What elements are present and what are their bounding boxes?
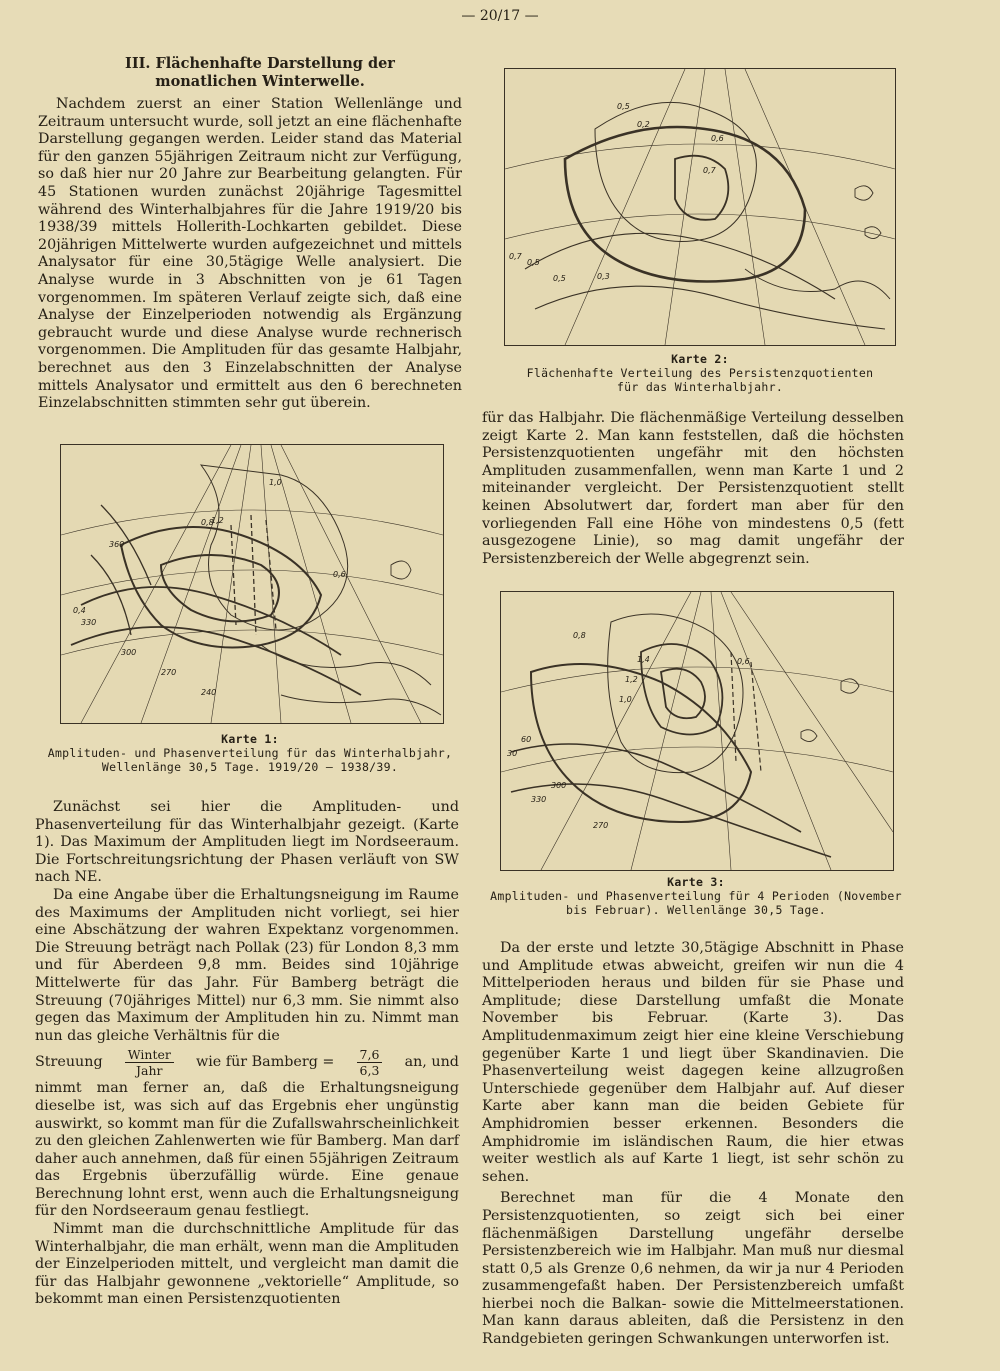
map1-label: 360 (109, 540, 125, 549)
map1-caption-line2: Wellenlänge 30,5 Tage. 1919/20 — 1938/39. (101, 760, 399, 774)
map1-label: 270 (161, 668, 177, 677)
map-karte-3-graphic (501, 592, 893, 870)
map1-label: 1,0 (269, 478, 282, 487)
map1-label: 330 (81, 618, 97, 627)
paragraph-streuung: Da eine Angabe über die Erhaltungsneigung im Raume des Maximums der Amplituden nicht vorliegt, sei hier eine Abschätzung der wahren Expektanz vorgenommen. Die Streuung beträgt nach Pollak (23) für London 8,3 mm und für Aberdeen 9,8 mm. Beides sind 10jährige Mittelwerte für das Jahr. Für Bamberg beträgt die Streuung (70jähriges Mittel) nur 6,3 mm. Sie nimmt also gegen das Maximum der Amplituden hin zu. Nimmt man nun das gleiche Verhältnis für die (35, 886, 459, 1044)
formula-word2: wie für Bamberg = (195, 1054, 335, 1071)
map-karte-1-graphic (61, 445, 443, 723)
paragraph-erhaltung: nimmt man ferner an, daß die Erhaltungsneigung dieselbe ist, was sich auf das Ergebnis eher ungünstig auswirkt, so kommt man für die Zufallswahrscheinlichkeit zu den gleichen Zahlenwerten wie für Bamberg. Man darf daher auch annehmen, daß für einen 55jährigen Zeitraum das Ergebnis überzufällig würde. Eine genaue Berechnung lohnt erst, wenn auch die Erhaltungsneigung für den Nordseeraum genau festliegt. (35, 1080, 459, 1220)
map3-caption-title: Karte 3: (667, 875, 725, 889)
formula-frac1-numerator: Winter (125, 1047, 174, 1063)
map2-label: 0,5 (553, 274, 566, 283)
right-column-mid (482, 410, 904, 568)
map1-caption-title: Karte 1: (221, 732, 279, 746)
map-karte-2 (504, 68, 896, 346)
map2-label: 0,5 (527, 258, 540, 267)
map3-label: 1,0 (619, 695, 632, 704)
section-heading-line2: monatlichen Winterwelle. (155, 73, 365, 90)
formula-fraction-winter-jahr (125, 1047, 174, 1078)
map1-label: 240 (201, 688, 217, 697)
paragraph-intro: Nachdem zuerst an einer Station Wellenlänge und Zeitraum untersucht wurde, soll jetzt an eine flächenhafte Darstellung gegangen werden. Leider stand das Material für den ganzen 55jährigen Zeitraum nicht zur Verfügung, so daß hier nur 20 Jahre zur Bearbeitung gelangten. Für 45 Stationen wurden zunächst 20jährige Tagesmittel während des Winterhalbjahres für die Jahre 1919/20 bis 1938/39 mittels Hollerith-Lochkarten gebildet. Diese 20jährigen Mittelwerte wurden aufgezeichnet und mittels Analysator für eine 30,5tägige Welle analysiert. Die Analyse wurde in 3 Abschnitten von je 61 Tagen vorgenommen. Im späteren Verlauf zeigte sich, daß eine Analyse der Einzelperioden notwendig als Ergänzung gebraucht wurde und diese Analyse wurde rechnerisch vorgenommen. Die Amplituden für das gesamte Halbjahr, berechnet aus den 3 Einzelabschnitten der Analyse mittels Analysator und ermittelt aus den 6 berechneten Einzelabschnitten stimmten sehr gut überein. (38, 96, 462, 412)
paragraph-karte2: für das Halbjahr. Die flächenmäßige Verteilung desselben zeigt Karte 2. Man kann feststellen, daß die höchsten Persistenzquotienten ungefähr mit den höchsten Amplituden zusammenfallen, wenn man Karte 1 und 2 miteinander vergleicht. Der Persistenzquotient stellt keinen Absolutwert dar, fordert man aber für den vorliegenden Fall eine Höhe von mindestens 0,5 (fett ausgezogene Linie), so mag damit ungefähr der Persistenzbereich der Welle abgegrenzt sein. (482, 410, 904, 567)
map2-label: 0,5 (617, 102, 630, 111)
map1-label: 0,4 (73, 606, 86, 615)
right-column-bottom (482, 940, 904, 1349)
map3-label: 330 (531, 795, 547, 804)
map3-caption-line2: bis Februar). Wellenlänge 30,5 Tage. (565, 903, 827, 917)
map2-caption-title: Karte 2: (671, 352, 729, 366)
map1-caption-line1: Amplituden- und Phasenverteilung für das Winterhalbjahr, (47, 746, 453, 760)
map3-label: 0,6 (737, 657, 750, 666)
map2-caption-line2: für das Winterhalbjahr. (616, 380, 784, 394)
formula-word1: Streuung (35, 1054, 103, 1071)
map-karte-3-caption (484, 875, 908, 917)
section-heading (60, 55, 460, 91)
section-heading-line1: III. Flächenhafte Darstellung der (125, 55, 395, 72)
formula-word3: an, und (404, 1054, 459, 1071)
map3-label: 0,8 (573, 631, 586, 640)
map-karte-2-graphic (505, 69, 895, 345)
map3-label: 1,2 (625, 675, 638, 684)
paragraph-karte3: Da der erste und letzte 30,5tägige Abschnitt in Phase und Amplitude etwas abweicht, greifen wir nun die 4 Mittelperioden heraus und bilden für sie Phase und Amplitude; diese Darstellung umfaßt die Monate November bis Februar. (Karte 3). Das Amplitudenmaximum zeigt hier eine kleine Verschiebung gegenüber Karte 1 und liegt über Skandinavien. Die Phasenverteilung weist dagegen keine allzugroßen Unterschiede gegenüber dem Halbjahr auf. Auf dieser Karte aber kann man die beiden Gebiete für Amphidromien besser erkennen. Besonders die Amphidromie im isländischen Raum, die hier etwas weiter westlich als auf Karte 1 liegt, ist sehr schön zu sehen. (482, 940, 904, 1185)
map1-label: 0,6 (333, 570, 346, 579)
map3-label: 60 (521, 735, 532, 744)
formula-frac2-numerator: 7,6 (357, 1047, 383, 1063)
formula-streuung (35, 1047, 459, 1078)
map2-label: 0,7 (509, 252, 522, 261)
paragraph-persistenz: Nimmt man die durchschnittliche Amplitude für das Winterhalbjahr, die man erhält, wenn man die Amplituden der Einzelperioden mittelt, und vergleicht man damit die für das Halbjahr gewonnene „vektorielle“ Amplitude, so bekommt man einen Persistenzquotienten (35, 1221, 459, 1308)
map1-label: 1,2 (211, 516, 224, 525)
paragraph-karte1: Zunächst sei hier die Amplituden- und Phasenverteilung für das Winterhalbjahr gezeigt. (Karte 1). Das Maximum der Amplituden liegt im Nordseeraum. Die Fortschreitungsrichtung der Phasen verläuft von SW nach NE. (35, 799, 459, 886)
map2-label: 0,7 (703, 166, 716, 175)
map1-label: 0,8 (201, 518, 214, 527)
map2-caption-line1: Flächenhafte Verteilung des Persistenzquotienten (526, 366, 874, 380)
formula-frac1-denominator: Jahr (136, 1063, 163, 1079)
left-column-top (38, 96, 462, 413)
map3-label: 300 (551, 781, 567, 790)
map3-caption-line1: Amplituden- und Phasenverteilung für 4 Perioden (November (490, 889, 902, 903)
map2-label: 0,2 (637, 120, 650, 129)
left-column-bottom (35, 799, 459, 1309)
map-karte-2-caption (504, 352, 896, 394)
map-karte-1-caption (40, 732, 460, 774)
paragraph-persistenzbereich: Berechnet man für die 4 Monate den Persistenzquotienten, so zeigt sich bei einer flächenmäßigen Darstellung ungefähr derselbe Persistenzbereich wie im Halbjahr. Man muß nur diesmal statt 0,5 als Grenze 0,6 nehmen, da wir ja nur 4 Perioden zusammengefaßt haben. Der Persistenzbereich umfaßt hierbei noch die Balkan- sowie die Mittelmeerstationen. Man kann daraus ableiten, daß die Persistenz in den Randgebieten geringen Schwankungen unterworfen ist. (482, 1190, 904, 1348)
map3-label: 1,4 (637, 655, 650, 664)
formula-frac2-denominator: 6,3 (359, 1063, 380, 1079)
formula-fraction-values (357, 1047, 383, 1078)
page-number: — 20/17 — (461, 8, 539, 24)
map-karte-3 (500, 591, 894, 871)
map3-label: 30 (507, 749, 518, 758)
map1-label: 300 (121, 648, 137, 657)
map2-label: 0,6 (711, 134, 724, 143)
map3-label: 270 (593, 821, 609, 830)
map2-label: 0,3 (597, 272, 610, 281)
map-karte-1 (60, 444, 444, 724)
